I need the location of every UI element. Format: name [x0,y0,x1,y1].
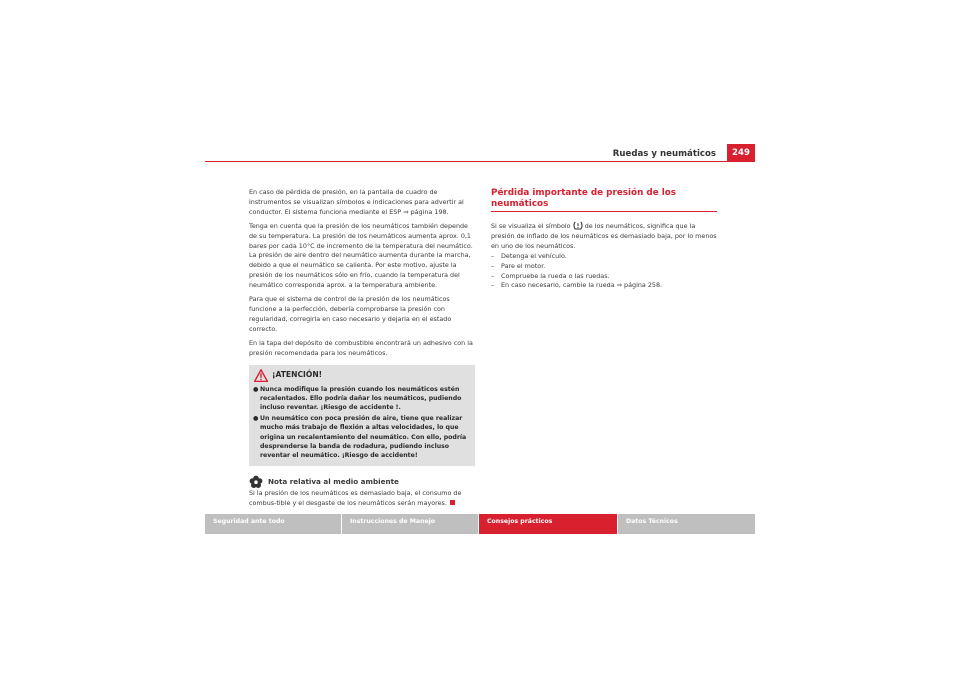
bullet-icon: ● [253,385,259,393]
dash-icon: – [491,271,495,280]
note-text-block [249,489,475,509]
warning-header [253,369,470,382]
intro-text-before: Si se visualiza el símbolo [491,222,571,230]
page-number: 249 [727,144,755,162]
step-text: Compruebe la rueda o las ruedas. [501,271,610,280]
section-divider [491,211,717,212]
paragraph: En caso de pérdida de presión, en la pantalla de cuadro de instrumentos se visualizan símbolos e indicaciones para advertir al conductor. El sistema funciona mediante el ESP ⇒ página 198. [249,188,464,216]
step-item [491,252,717,262]
step-item [491,262,717,272]
warning-item-text: Un neumático con poca presión de aire, tiene que realizar mucho más trabajo de flexión a altas velocidades, lo que origina un recalentamiento del neumático. Con ello, podría desprenderse la banda de rodadura, pudiendo incluso reventar el neumático. ¡Riesgo de accidente! [260,414,467,460]
intro-text-after: de los neumáticos, significa que la presión de inflado de los neumáticos es demasiado baja, por lo menos en uno de los neumáticos. [491,222,717,250]
flower-icon [249,475,263,489]
left-column [249,188,475,513]
step-text: Detenga el vehículo. [501,251,567,260]
section-title: Pérdida importante de presión de los neumáticos [491,188,677,209]
step-text: En caso necesario, cambie la rueda ⇒ página 258. [501,281,663,290]
bullet-icon: ● [253,414,259,422]
paragraph: Para que el sistema de control de la presión de los neumáticos funcione a la perfección, debería comprobarse la presión con regularidad, corregirla en caso necesario y dejarla en el estado correcto. [249,295,452,333]
paragraph: En la tapa del depósito de combustible encontrará un adhesivo con la presión recomendada para los neumáticos. [249,338,473,357]
warning-item [253,385,470,413]
running-header-title: Ruedas y neumáticos [612,149,716,159]
note-text: Si la presión de los neumáticos es demasiado baja, el consumo de combus-tible y el desgaste de los neumáticos serán mayores. [249,488,462,507]
warning-item [253,414,470,461]
note-header [249,475,475,489]
footer-tab-seguridad[interactable]: Seguridad ante todo [205,514,341,534]
step-item [491,272,717,282]
tire-pressure-warning-icon [573,221,583,230]
footer-tab-instrucciones[interactable]: Instrucciones de Manejo [342,514,478,534]
footer-tab-consejos[interactable]: Consejos prácticos [479,514,617,534]
step-text: Pare el motor. [501,261,546,270]
dash-icon: – [491,261,495,270]
dash-icon: – [491,281,495,290]
warning-item-text: Nunca modifique la presión cuando los neumáticos estén recalentados. Ello podría dañar los neumáticos, pudiendo incluso reventar. ¡Riesgo de accidente !. [260,385,462,412]
dash-icon: – [491,251,495,260]
step-item [491,281,717,291]
warning-title: ¡ATENCIÓN! [272,370,323,380]
warning-triangle-icon [254,369,268,382]
paragraph: Tenga en cuenta que la presión de los neumáticos también depende de su temperatura. La presión de los neumáticos aumenta aprox. 0,1 bares por cada 10°C de incremento de la temperatura del neumático. La presión de aire dentro del neumático aumenta durante la marcha, debido a que el neumático se calienta. Por este motivo, ajuste la presión de los neumáticos sólo en frío, cuando la temperatura del neumático corresponda aprox. a la temperatura ambiente. [249,221,473,290]
footer-tab-datos[interactable]: Datos Técnicos [618,514,755,534]
note-title: Nota relativa al medio ambiente [268,476,399,486]
warning-box [249,365,475,466]
header-divider [205,161,755,162]
right-column [491,188,717,291]
intro-paragraph [491,221,717,252]
end-of-section-icon [450,500,455,505]
